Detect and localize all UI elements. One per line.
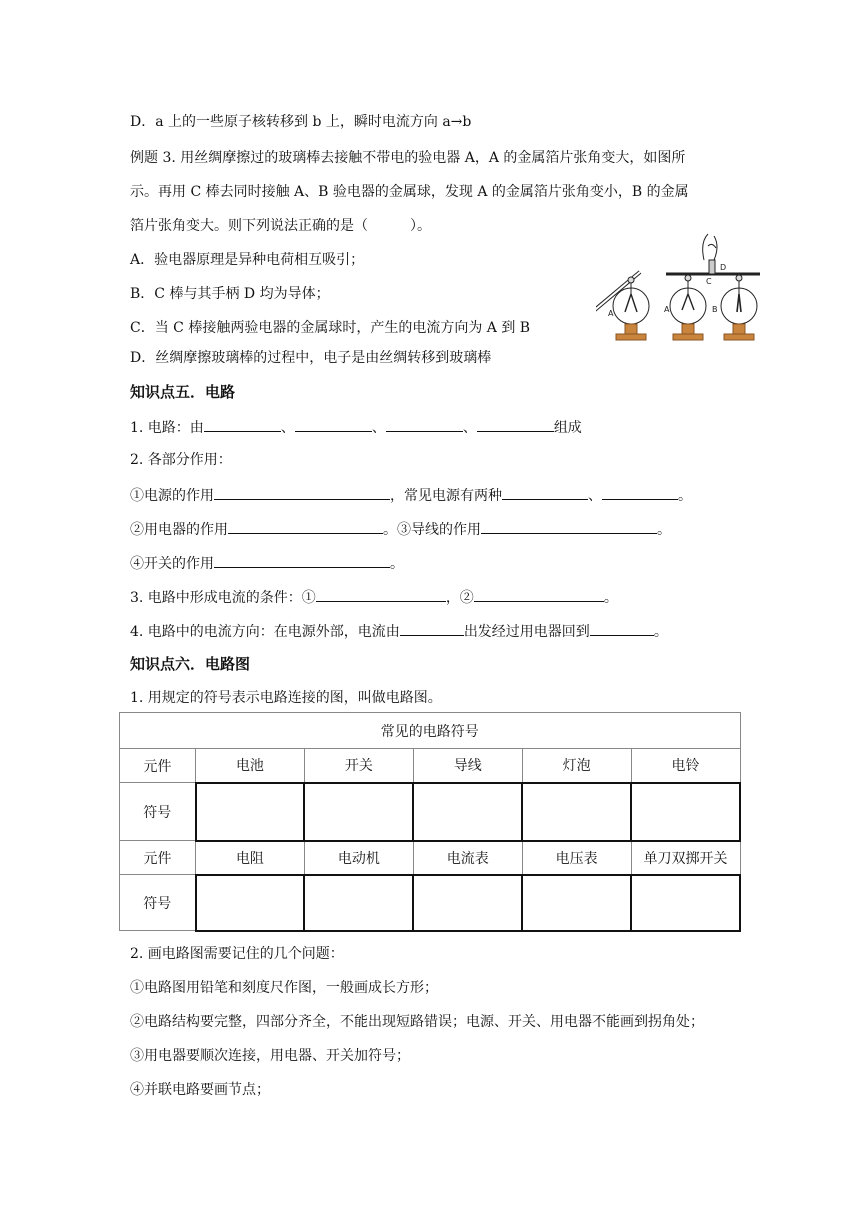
blank[interactable] <box>228 518 383 534</box>
component-battery: 电池 <box>196 749 305 783</box>
component-bell: 电铃 <box>631 749 740 783</box>
table-label-symbol: 符号 <box>120 875 196 931</box>
component-switch: 开关 <box>304 749 413 783</box>
component-voltmeter: 电压表 <box>522 841 631 875</box>
blank[interactable] <box>204 416 281 432</box>
period: 。 <box>653 624 668 640</box>
section5-q2: 2. 各部分作用： <box>130 452 232 468</box>
figure-label-d: D <box>720 263 727 272</box>
section6-note-4: ④并联电路要画节点； <box>130 1082 270 1098</box>
symbol-cell[interactable] <box>304 783 413 841</box>
figure-label-c: C <box>706 277 712 286</box>
symbol-cell[interactable] <box>413 875 522 931</box>
example3-option-b: B．C 棒与其手柄 D 均为导体； <box>130 286 330 302</box>
component-ammeter: 电流表 <box>413 841 522 875</box>
section5-q3 <box>130 586 618 608</box>
period: 。 <box>390 556 404 572</box>
section5-q4 <box>130 620 668 642</box>
component-spdt-switch: 单刀双掷开关 <box>631 841 740 875</box>
example3-option-c: C．当 C 棒接触两验电器的金属球时，产生的电流方向为 A 到 B <box>130 320 531 336</box>
electroscope-figure <box>596 232 772 348</box>
blank[interactable] <box>214 552 390 568</box>
example3-text-line1: 例题 3. 用丝绸摩擦过的玻璃棒去接触不带电的验电器 A，A 的金属箔片张角变大，如图所 <box>130 150 686 166</box>
blank[interactable] <box>295 416 372 432</box>
blank[interactable] <box>481 518 657 534</box>
role-wire-label: 。③导线的作用 <box>383 522 481 538</box>
section6-note-1: ①电路图用铅笔和刻度尺作图，一般画成长方形； <box>130 980 438 996</box>
section6-note-2: ②电路结构要完整，四部分齐全，不能出现短路错误；电源、开关、用电器不能画到拐角处； <box>130 1014 704 1030</box>
example3-option-d: D．丝绸摩擦玻璃棒的过程中，电子是由丝绸转移到玻璃棒 <box>130 350 492 366</box>
table-label-component: 元件 <box>120 841 196 875</box>
blank[interactable] <box>474 586 604 602</box>
separator: 、 <box>588 488 602 504</box>
symbol-cell[interactable] <box>413 783 522 841</box>
component-resistor: 电阻 <box>196 841 305 875</box>
symbol-cell[interactable] <box>631 875 740 931</box>
figure-label-a2: A <box>664 305 670 314</box>
q3-prefix: 3. 电路中形成电流的条件：① <box>130 590 316 606</box>
role-appliance-label: ②用电器的作用 <box>130 522 228 538</box>
role-power-mid: ，常见电源有两种 <box>390 488 502 504</box>
component-wire: 导线 <box>413 749 522 783</box>
period: 。 <box>657 522 671 538</box>
separator: 、 <box>280 420 295 436</box>
blank[interactable] <box>386 416 463 432</box>
section5-q1 <box>130 416 582 438</box>
figure-label-b: B <box>712 305 718 314</box>
section5-heading: 知识点五．电路 <box>130 383 236 401</box>
role-power-label: ①电源的作用 <box>130 488 214 504</box>
table-title: 常见的电路符号 <box>120 713 741 749</box>
blank[interactable] <box>214 484 390 500</box>
q3-mid: ，② <box>445 590 474 606</box>
section6-q2: 2. 画电路图需要记住的几个问题： <box>130 946 344 962</box>
component-bulb: 灯泡 <box>522 749 631 783</box>
blank[interactable] <box>477 416 554 432</box>
blank[interactable] <box>502 484 588 500</box>
table-label-symbol: 符号 <box>120 783 196 841</box>
section5-role-power <box>130 484 692 506</box>
symbol-cell[interactable] <box>196 875 305 931</box>
circuit-symbols-table <box>119 712 741 932</box>
blank[interactable] <box>602 484 678 500</box>
table-label-component: 元件 <box>120 749 196 783</box>
blank[interactable] <box>400 620 464 636</box>
symbol-cell[interactable] <box>631 783 740 841</box>
example3-text-line2: 示。再用 C 棒去同时接触 A、B 验电器的金属球，发现 A 的金属箔片张角变小，B 的金属 <box>130 184 689 200</box>
q4-prefix: 4. 电路中的电流方向：在电源外部，电流由 <box>130 624 400 640</box>
figure-label-a1: A <box>608 309 614 318</box>
role-switch-label: ④开关的作用 <box>130 556 214 572</box>
symbol-cell[interactable] <box>304 875 413 931</box>
component-motor: 电动机 <box>304 841 413 875</box>
section5-role-appliance <box>130 518 671 540</box>
symbol-cell[interactable] <box>522 783 631 841</box>
separator: 、 <box>462 420 477 436</box>
section6-q1: 1. 用规定的符号表示电路连接的图，叫做电路图。 <box>130 690 442 706</box>
section5-role-switch <box>130 552 404 574</box>
section5-q1-suffix: 组成 <box>553 420 582 436</box>
symbol-cell[interactable] <box>196 783 305 841</box>
blank[interactable] <box>316 586 446 602</box>
period: 。 <box>678 488 692 504</box>
example3-text-line3: 箔片张角变大。则下列说法正确的是（ ）。 <box>130 218 431 234</box>
q4-mid: 出发经过用电器回到 <box>463 624 590 640</box>
section6-heading: 知识点六．电路图 <box>130 655 251 673</box>
period: 。 <box>603 590 618 606</box>
example3-option-a: A．验电器原理是异种电荷相互吸引； <box>130 252 365 268</box>
section5-q1-prefix: 1. 电路：由 <box>130 420 204 436</box>
option-d-previous: D．a 上的一些原子核转移到 b 上，瞬时电流方向 a→b <box>130 114 472 130</box>
symbol-cell[interactable] <box>522 875 631 931</box>
section6-note-3: ③用电器要顺次连接，用电器、开关加符号； <box>130 1048 410 1064</box>
blank[interactable] <box>590 620 654 636</box>
separator: 、 <box>371 420 386 436</box>
